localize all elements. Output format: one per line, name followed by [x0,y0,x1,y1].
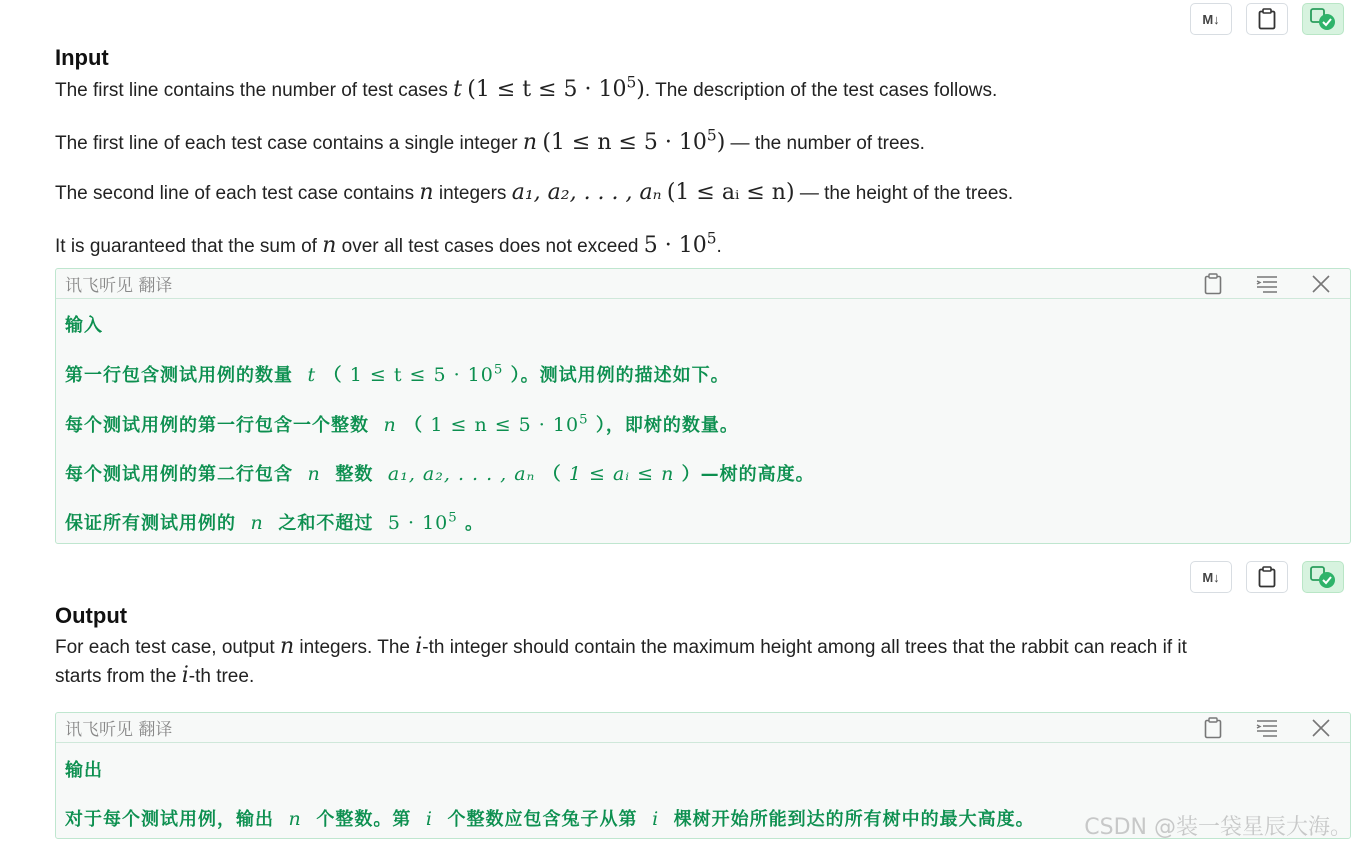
n-range [430,414,588,436]
n-range [542,126,726,155]
text: The first line contains the number of test cases [55,80,454,101]
text: （ [542,464,562,485]
text: For each test case, output [55,637,280,658]
math-n: n [250,512,264,534]
a-range: 1 ≤ aᵢ ≤ n [568,463,675,485]
text: . The description of the test cases follows. [644,80,998,101]
clipboard-button[interactable] [1246,3,1288,35]
text: 1 ≤ n ≤ 5 · 10 [430,414,580,436]
text: 保证所有测试用例的 [65,513,236,534]
clipboard-icon [1258,8,1276,30]
math-n: n [307,463,321,485]
math-n: n [279,634,295,659]
text: ) [716,130,726,155]
exponent: 5 [706,229,717,248]
copy-translation-button[interactable] [1202,273,1224,295]
text: 个整数应包含兔子从第 [447,809,638,830]
text: -th tree. [188,666,255,687]
markdown-label: M↓ [1202,569,1220,585]
translation-title: 输入 [65,315,103,336]
text: 。 [465,513,485,534]
sum-bound [643,229,717,258]
output-toolbar [1190,561,1344,593]
math-n: n [522,130,538,155]
translation-line-4 [65,509,484,535]
top-toolbar [1190,3,1344,35]
text: — the height of the trees. [794,183,1014,204]
translation-box-header [56,713,1350,743]
text: . [716,236,722,257]
markdown-copy-button[interactable] [1190,561,1232,593]
exponent: 5 [626,73,637,92]
translate-check-icon [1309,565,1337,589]
math-n: n [288,808,302,830]
text: （ [323,365,343,386]
text: 整数 [335,464,374,485]
text: ）—树的高度。 [681,464,815,485]
watermark: CSDN @装一袋星辰大海。 [1084,815,1352,840]
text: ）。测试用例的描述如下。 [510,365,730,386]
markdown-copy-button[interactable] [1190,3,1232,35]
math-a-sequence: a₁, a₂, . . . , aₙ [511,180,662,205]
text: The second line of each test case contains [55,183,420,204]
close-translation-button[interactable] [1310,717,1332,739]
translate-toggle-button[interactable] [1302,3,1344,35]
text: (1 ≤ t ≤ 5 · 10 [467,77,627,102]
text: (1 ≤ n ≤ 5 · 10 [542,130,707,155]
t-range [350,364,504,386]
text: The first line of each test case contains a single integer [55,133,523,154]
text: ) [636,77,645,102]
math-n: n [419,180,434,205]
translate-check-icon [1309,7,1337,31]
text: 每个测试用例的第一行包含一个整数 [65,415,369,436]
text: 1 ≤ t ≤ 5 · 10 [349,364,494,386]
translation-box-actions [1202,717,1332,739]
format-translation-button[interactable] [1256,717,1278,739]
text: over all test cases does not exceed [336,236,644,257]
copy-translation-button[interactable] [1202,717,1224,739]
math-i: i [652,808,660,830]
clipboard-icon [1204,273,1222,295]
math-n: n [383,414,397,436]
exponent: 5 [448,510,458,526]
text: integers [433,183,512,204]
t-range [467,73,645,102]
text: ），即树的数量。 [595,415,739,436]
translation-line-1 [65,361,730,387]
output-paragraph-line-1 [55,632,1187,662]
translation-source-label: 讯飞听见 翻译 [65,276,173,296]
align-lines-icon [1256,719,1278,737]
close-icon [1312,719,1330,737]
text: -th integer should contain the maximum height among all trees that the rabbit can reach if it [422,637,1187,658]
sum-bound [388,512,458,534]
translation-line-2 [65,411,739,437]
align-lines-icon [1256,275,1278,293]
input-paragraph-1 [55,75,997,105]
input-paragraph-2 [55,128,925,158]
close-translation-button[interactable] [1310,273,1332,295]
text: 对于每个测试用例，输出 [65,809,274,830]
clipboard-icon [1204,717,1222,739]
text: integers. The [294,637,416,658]
math-i: i [415,634,423,659]
translation-box-input [55,268,1351,544]
close-icon [1312,275,1330,293]
output-paragraph-line-2 [55,661,254,691]
translation-source-label: 讯飞听见 翻译 [65,720,173,740]
translation-line-3 [65,460,815,486]
translation-line-1 [65,805,1035,831]
math-i: i [181,663,189,688]
input-heading: Input [55,45,109,70]
text: — the number of trees. [725,133,925,154]
exponent: 5 [493,362,504,378]
a-range: (1 ≤ aᵢ ≤ n) [666,180,795,205]
clipboard-button[interactable] [1246,561,1288,593]
math-a-sequence: a₁, a₂, . . . , aₙ [387,463,536,485]
text: （ [404,415,424,436]
translation-box-header [56,269,1350,299]
text: It is guaranteed that the sum of [55,236,323,257]
clipboard-icon [1258,566,1276,588]
text: 5 · 10 [387,512,449,534]
text: 每个测试用例的第二行包含 [65,464,293,485]
input-paragraph-4 [55,231,722,261]
translation-box-actions [1202,273,1332,295]
markdown-label: M↓ [1202,11,1220,27]
text: 之和不超过 [278,513,374,534]
translate-toggle-button[interactable] [1302,561,1344,593]
text: 5 · 10 [643,233,707,258]
math-n: n [322,233,337,258]
format-translation-button[interactable] [1256,273,1278,295]
text: starts from the [55,666,182,687]
exponent: 5 [579,412,589,428]
math-i: i [425,808,433,830]
output-heading: Output [55,603,128,628]
text: 棵树开始所能到达的所有树中的最大高度。 [673,809,1035,830]
input-paragraph-3 [55,178,1013,208]
text: 第一行包含测试用例的数量 [65,365,293,386]
math-t: t [453,77,462,102]
translation-title: 输出 [65,760,103,781]
text: 个整数。第 [316,809,412,830]
exponent: 5 [706,126,717,145]
math-t: t [307,364,317,386]
